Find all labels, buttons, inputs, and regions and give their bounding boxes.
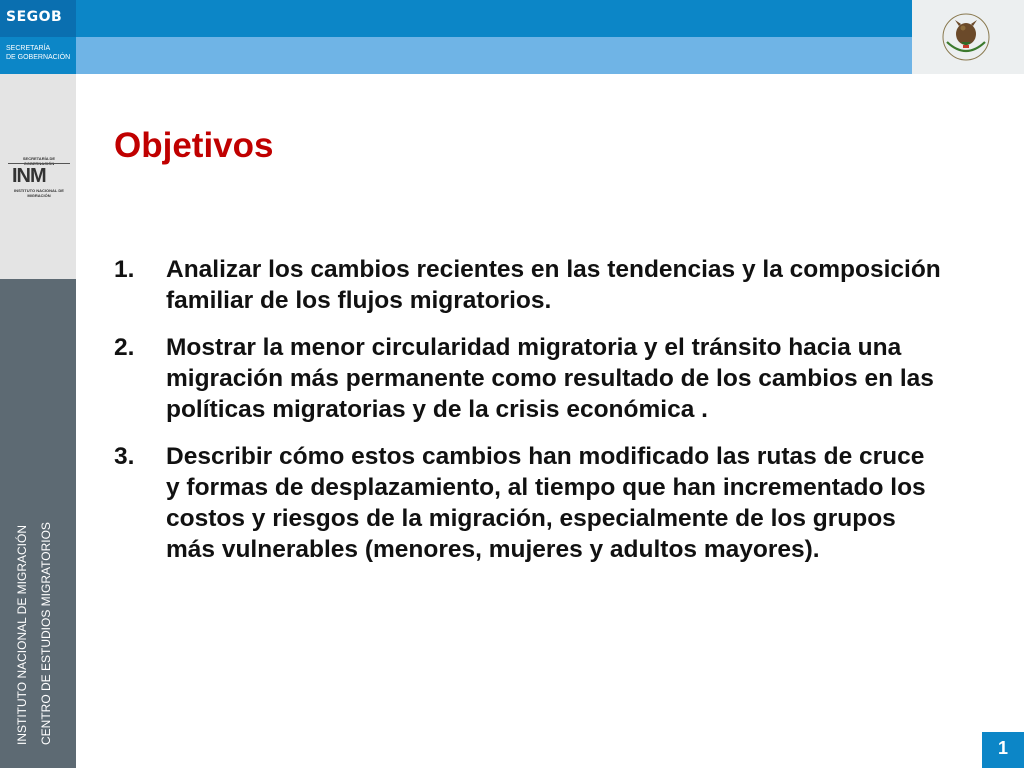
list-item-text: Analizar los cambios recientes en las tendencias y la composición familiar de los flujos migratorios. bbox=[166, 256, 941, 314]
list-item-number: 2. bbox=[114, 334, 135, 361]
segob-subtitle bbox=[6, 44, 70, 62]
page-number-box bbox=[982, 732, 1024, 768]
inm-logo-bottom-text: INSTITUTO NACIONAL DE MIGRACIÓN bbox=[14, 188, 64, 198]
list-item-number: 3. bbox=[114, 443, 135, 470]
sidebar-vertical-line2: CENTRO DE ESTUDIOS MIGRATORIOS bbox=[39, 522, 53, 745]
inm-logo-divider bbox=[8, 163, 70, 164]
sidebar-bottom bbox=[0, 279, 76, 768]
list-item bbox=[114, 254, 944, 316]
objectives-list bbox=[114, 254, 944, 581]
segob-subtitle-line1: SECRETARÍA bbox=[6, 45, 51, 52]
list-item-text: Describir cómo estos cambios han modificado las rutas de cruce y formas de desplazamiento, al tiempo que han incrementado los costos y riesgos de la migración, especialmente de los grupos más vulnerables (menores, mujeres y adultos mayores). bbox=[166, 443, 926, 563]
segob-subtitle-box bbox=[0, 37, 76, 74]
header-band bbox=[0, 0, 912, 37]
segob-logo-box bbox=[0, 0, 76, 37]
list-item-text: Mostrar la menor circularidad migratoria y el tránsito hacia una migración más permanente como resultado de los cambios en las políticas migratorias y de la crisis económica . bbox=[166, 334, 934, 423]
header-band-light bbox=[0, 37, 912, 74]
segob-subtitle-line2: DE GOBERNACIÓN bbox=[6, 54, 71, 61]
inm-logo-top-text: SECRETARÍA DE bbox=[22, 156, 56, 161]
inm-logo-letters: INM bbox=[12, 165, 46, 187]
sidebar-vertical-line1: INSTITUTO NACIONAL DE MIGRACIÓN bbox=[15, 524, 29, 745]
page-number: 1 bbox=[997, 738, 1008, 758]
list-item-number: 1. bbox=[114, 256, 135, 283]
segob-logo: SEGOB bbox=[6, 9, 63, 25]
mexican-coat-of-arms-icon bbox=[941, 12, 991, 62]
slide-title: Objetivos bbox=[114, 126, 274, 165]
list-item bbox=[114, 441, 944, 565]
list-item bbox=[114, 332, 944, 425]
inm-logo bbox=[8, 156, 70, 196]
